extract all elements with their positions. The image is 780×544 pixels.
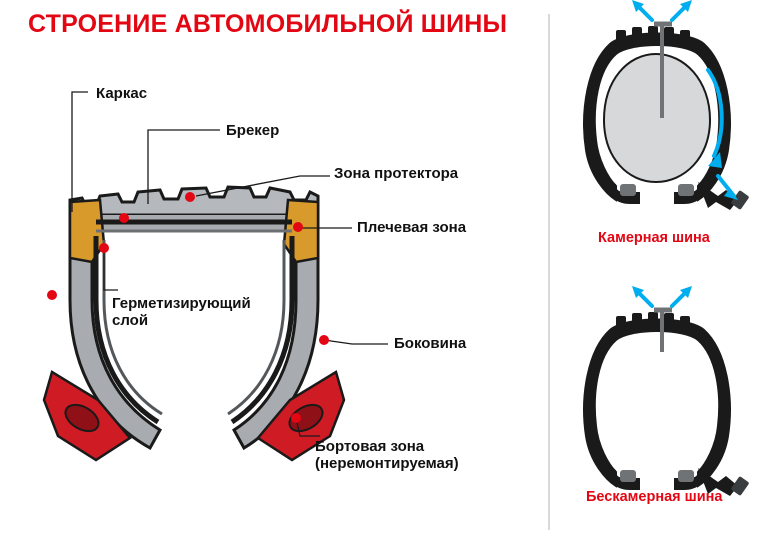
caption-tubeless-tire: Бескамерная шина (586, 489, 723, 505)
air-leak-arrows-tubeless (636, 290, 688, 306)
caption-tube-tire: Камерная шина (598, 230, 710, 246)
label-karkas: Каркас (96, 85, 148, 102)
label-bokovina: Боковина (394, 335, 467, 352)
tube-tire-shape (584, 0, 749, 210)
label-germetiziruyushchiy-sloy: Герметизирующий слой (112, 295, 251, 330)
tubeless-tire-shape (584, 286, 749, 496)
label-bortovaya-zona: Бортовая зона (неремонтируемая) (315, 438, 459, 473)
right-illustrations-graphic (548, 0, 780, 544)
page-title: СТРОЕНИЕ АВТОМОБИЛЬНОЙ ШИНЫ (28, 10, 508, 38)
label-zona-protektora: Зона протектора (334, 165, 459, 182)
label-breker: Брекер (226, 122, 280, 139)
label-plechevaya-zona: Плечевая зона (357, 219, 467, 236)
